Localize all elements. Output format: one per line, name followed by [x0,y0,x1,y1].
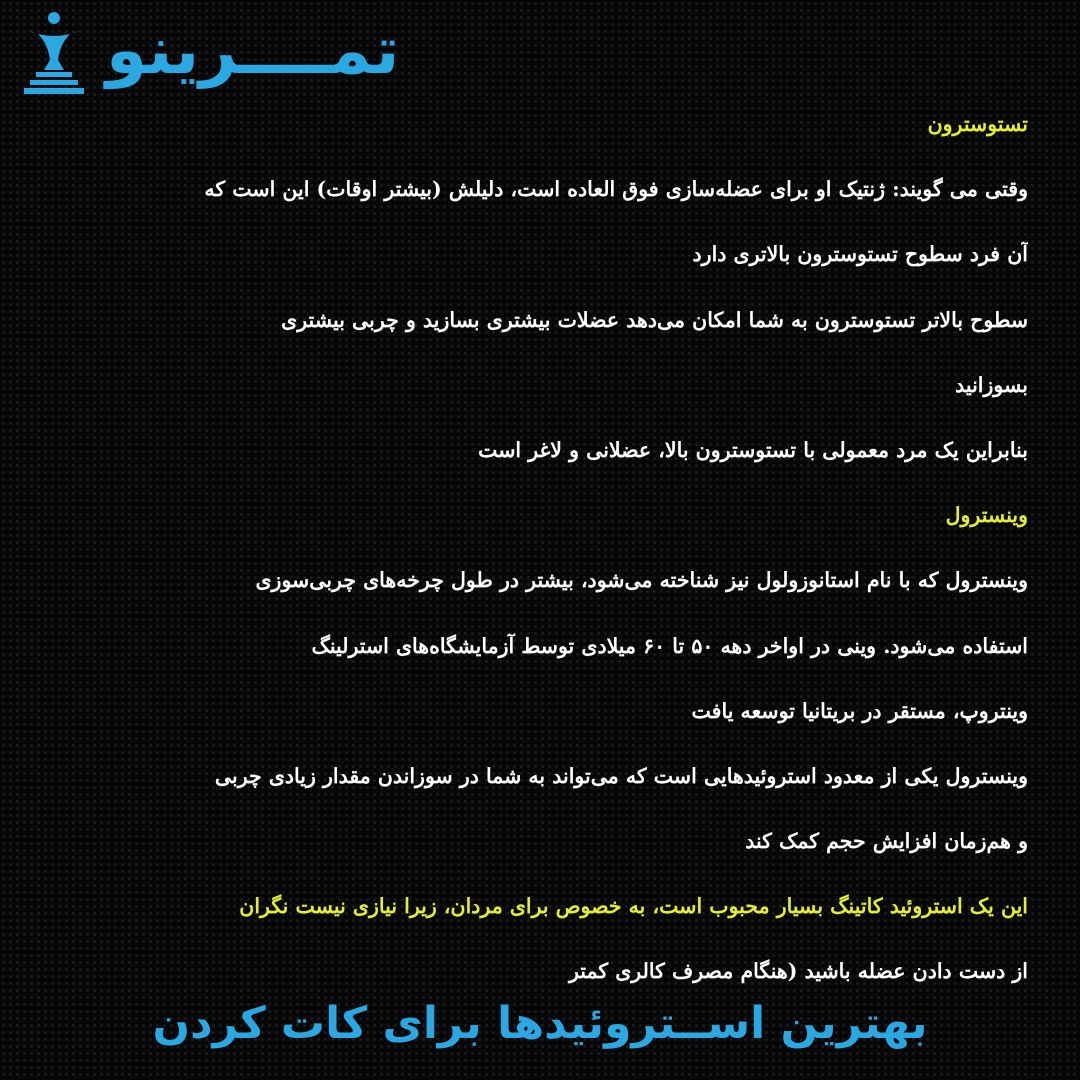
text-line: وقتی می گویند: ژنتیک او برای عضله‌سازی فوق العاده است، دلیلش (بیشتر اوقات) این است که [204,177,1028,202]
text-line: بنابراین یک مرد معمولی با تستوسترون بالا، عضلانی و لاغر است [478,437,1028,462]
text-line: استفاده می‌شود. وینی در اواخر دهه ۵۰ تا ۶۰ میلادی توسط آزمایشگاه‌های استرلینگ [311,633,1028,658]
text-line: وینسترول که با نام استانوزولول نیز شناخته می‌شود، بیشتر در طول چرخه‌های چربی‌سوزی [255,568,1028,593]
footer-title: بهترین اســتروئیدها برای کات کردن [152,998,928,1049]
text-line: از دست دادن عضله باشید (هنگام مصرف کالری کمتر [569,959,1028,984]
text-line: بسوزانید [955,372,1028,397]
text-line: آن فرد سطوح تستوسترون بالاتری دارد [692,242,1028,267]
highlighted-text-line: تستوسترون [927,112,1028,136]
text-line: سطوح بالاتر تستوسترون به شما امکان می‌دهد عضلات بیشتری بسازید و چربی بیشتری [281,307,1028,332]
highlighted-text-line: وینسترول [945,503,1028,528]
chess-pawn-icon [14,4,94,100]
text-line: وینتروپ، مستقر در بریتانیا توسعه یافت [691,698,1028,723]
text-line: و هم‌زمان افزایش حجم کمک کند [745,829,1028,854]
brand-name: تمــــرینو [106,12,400,89]
article-body [40,96,1028,1009]
brand-logo [14,4,444,104]
text-line: وینسترول یکی از معدود استروئیدهایی است که می‌تواند به شما در سوزاندن مقدار زیادی چربی [214,763,1028,788]
highlighted-text-line: این یک استروئید کاتینگ بسیار محبوب است، به خصوص برای مردان، زیرا نیازی نیست نگران [239,894,1028,919]
